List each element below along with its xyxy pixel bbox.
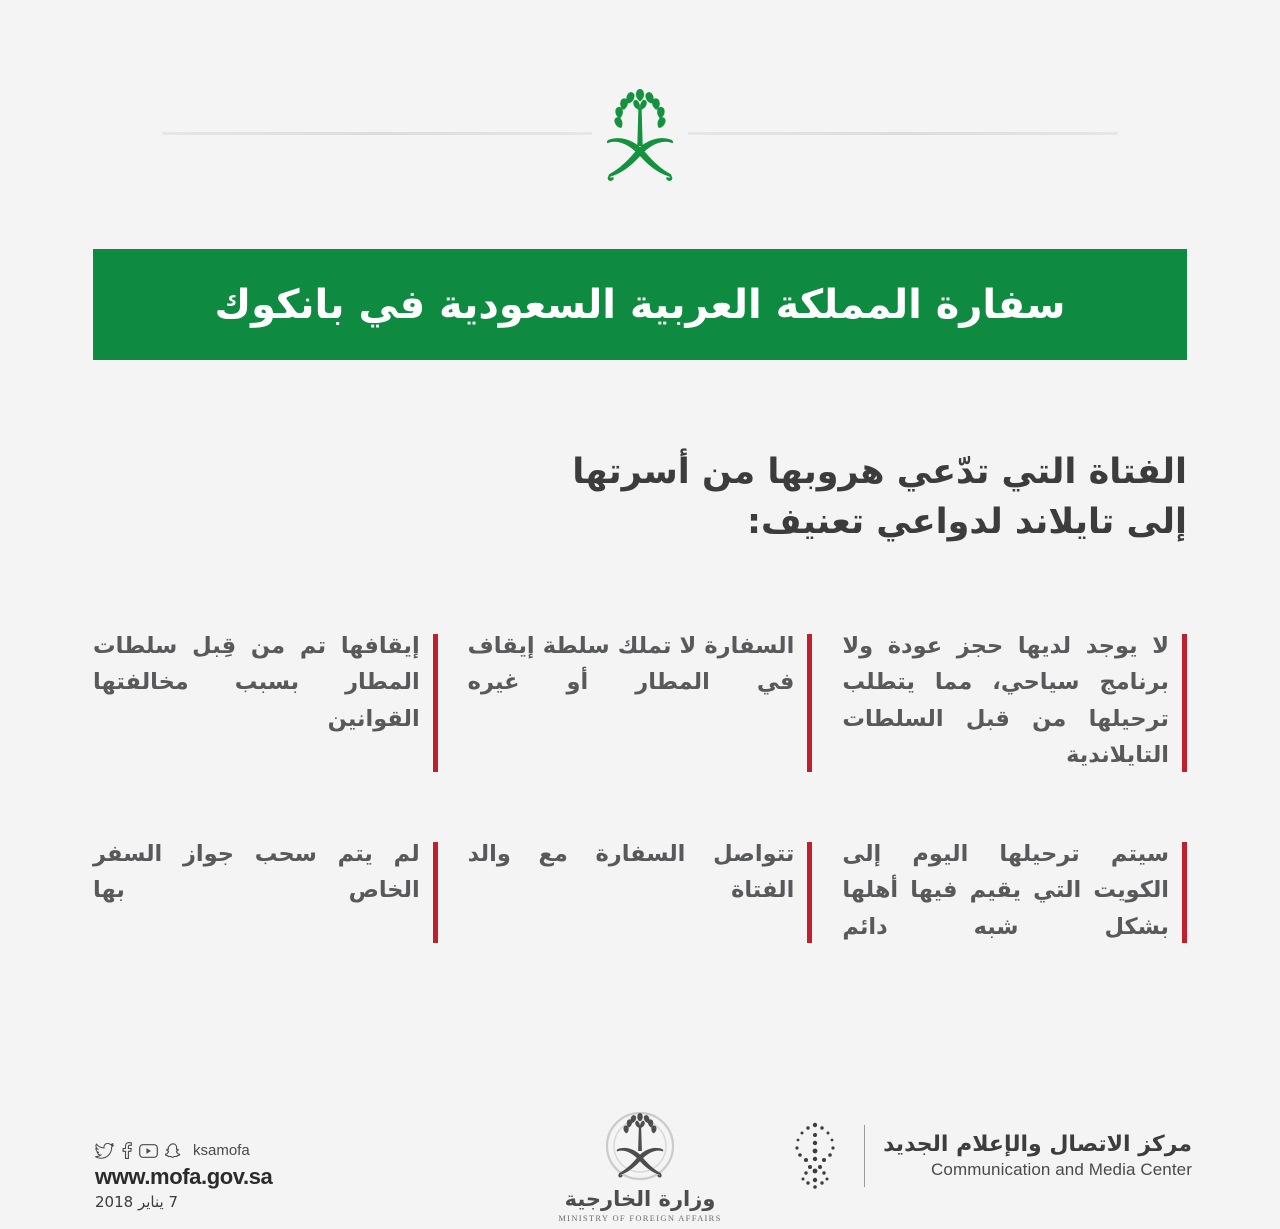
statement-card-5 bbox=[468, 836, 813, 945]
statement-card-1 bbox=[842, 628, 1187, 774]
ministry-logo-block bbox=[535, 1110, 745, 1223]
facebook-icon[interactable] bbox=[121, 1142, 132, 1159]
social-icon-row bbox=[95, 1142, 272, 1159]
ministry-name-english: MINISTRY OF FOREIGN AFFAIRS bbox=[558, 1213, 722, 1223]
header-rule-left bbox=[688, 132, 1118, 135]
twitter-icon[interactable] bbox=[95, 1143, 114, 1159]
statement-text: لم يتم سحب جواز السفر الخاص بها bbox=[93, 840, 420, 904]
banner-title: سفارة المملكة العربية السعودية في بانكوك bbox=[214, 281, 1066, 328]
accent-bar bbox=[1182, 842, 1187, 943]
media-center-block bbox=[784, 1121, 1192, 1191]
header-rule-right bbox=[162, 132, 592, 135]
media-center-text bbox=[883, 1131, 1192, 1181]
statement-text: سيتم ترحيلها اليوم إلى الكويت التي يقيم فيها أهلها بشكل شبه دائم bbox=[842, 840, 1169, 940]
publish-date: 7 يناير 2018 bbox=[95, 1193, 178, 1211]
media-center-name-arabic: مركز الاتصال والإعلام الجديد bbox=[883, 1132, 1192, 1158]
accent-bar bbox=[1182, 634, 1187, 772]
page-footer bbox=[0, 1069, 1280, 1229]
embassy-banner bbox=[93, 249, 1187, 360]
media-center-name-english: Communication and Media Center bbox=[931, 1159, 1192, 1179]
accent-bar bbox=[433, 842, 438, 943]
website-url[interactable]: www.mofa.gov.sa bbox=[95, 1164, 273, 1189]
statement-text: السفارة لا تملك سلطة إيقاف في المطار أو غيره bbox=[467, 633, 795, 696]
footer-social-block bbox=[95, 1142, 272, 1211]
snapchat-icon[interactable] bbox=[165, 1143, 181, 1159]
headline-line-1: الفتاة التي تدّعي هروبها من أسرتها bbox=[572, 452, 1187, 492]
saudi-emblem-palm-swords-icon bbox=[592, 81, 688, 185]
media-center-divider bbox=[864, 1125, 865, 1187]
youtube-icon[interactable] bbox=[139, 1144, 158, 1158]
accent-bar bbox=[807, 634, 812, 772]
accent-bar bbox=[433, 634, 438, 772]
statement-card-4 bbox=[842, 836, 1187, 945]
cmc-dotted-mark-icon bbox=[784, 1121, 846, 1191]
statement-text: إيقافها تم من قِبل سلطات المطار بسبب مخالفتها القوانين bbox=[93, 633, 420, 732]
header-emblem-bar bbox=[0, 78, 1280, 188]
statement-text: لا يوجد لديها حجز عودة ولا برنامج سياحي، مما يتطلب ترحيلها من قبل السلطات التايلاندية bbox=[842, 633, 1169, 769]
social-handle: ksamofa bbox=[193, 1142, 250, 1159]
statement-card-6 bbox=[93, 836, 438, 945]
ministry-name-arabic: وزارة الخارجية bbox=[564, 1187, 716, 1211]
mofa-emblem-logo-icon bbox=[584, 1110, 696, 1186]
headline-line-2: إلى تايلاند لدواعي تعنيف: bbox=[746, 501, 1187, 542]
statement-grid bbox=[93, 628, 1187, 945]
accent-bar bbox=[807, 842, 812, 943]
page-headline bbox=[93, 448, 1187, 547]
statement-text: تتواصل السفارة مع والد الفتاة bbox=[467, 840, 795, 904]
statement-card-3 bbox=[93, 628, 438, 774]
statement-card-2 bbox=[468, 628, 813, 774]
